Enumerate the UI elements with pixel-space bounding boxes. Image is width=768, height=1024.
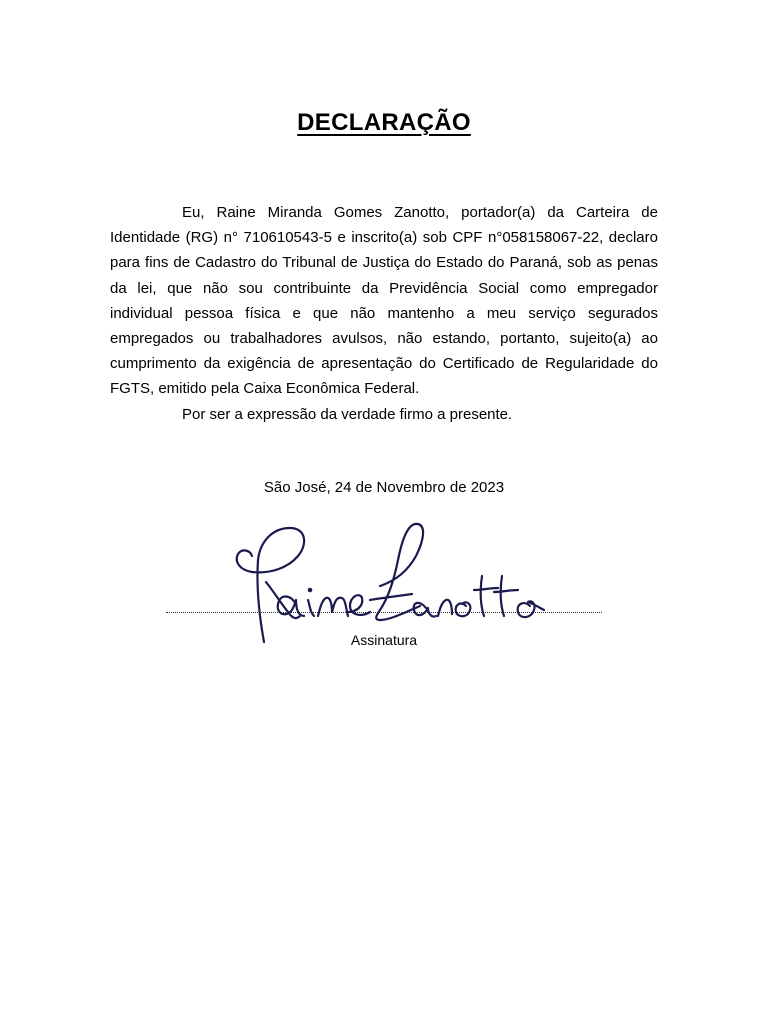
declaration-body: [110, 200, 658, 427]
signature-block: [0, 520, 768, 660]
signature-label: Assinatura: [350, 632, 418, 648]
closing-paragraph: Por ser a expressão da verdade firmo a presente.: [182, 405, 513, 423]
place-and-date: São José, 24 de Novembro de 2023: [263, 479, 505, 496]
handwritten-signature: [230, 520, 550, 650]
declaration-paragraph: Eu, Raine Miranda Gomes Zanotto, portador(a) da Carteira de Identidade (RG) n° 710610543-5 e inscrito(a) sob CPF n°058158067-22, declaro para fins de Cadastro do Tribunal de Justiça do Estado do Paraná, sob as penas da lei, que não sou contribuinte da Previdência Social como empregador individual pessoa física e que não mantenho a meu serviço segurados empregados ou trabalhadores avulsos, não estando, portanto, sujeito(a) ao cumprimento da exigência de apresentação do Certificado de Regularidade do FGTS, emitido pela Caixa Econômica Federal.: [110, 204, 658, 398]
document-title: DECLARAÇÃO: [297, 109, 471, 136]
